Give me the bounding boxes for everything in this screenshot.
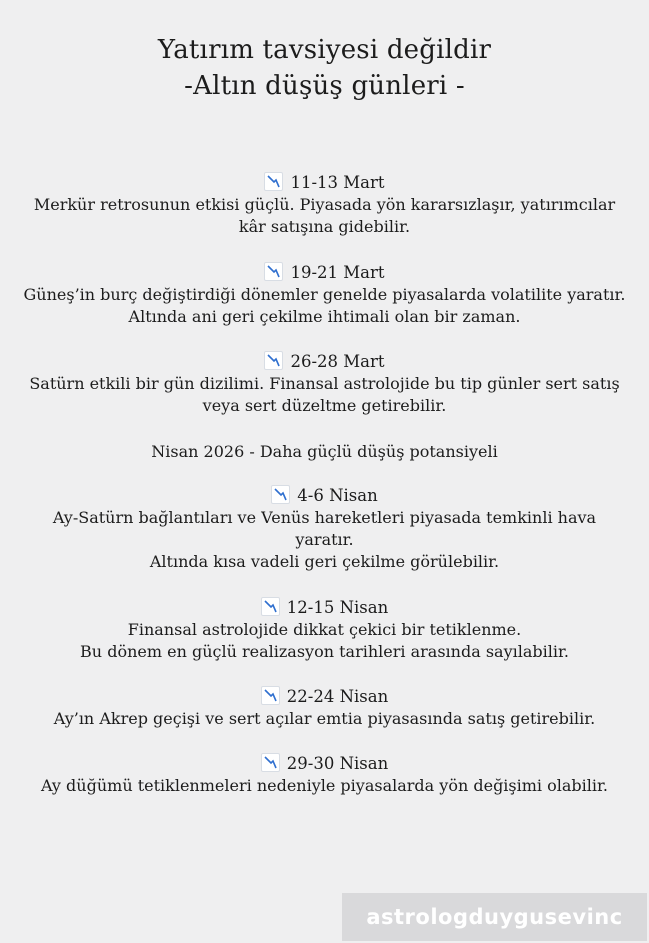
chart-decreasing-icon	[261, 597, 280, 616]
entry-1	[0, 172, 649, 238]
entry-text-line: Ay’ın Akrep geçişi ve sert açılar emtia piyasasında satış getirebilir.	[53, 709, 596, 728]
entry-text-line: Altında kısa vadeli geri çekilme görülebilir.	[149, 552, 500, 571]
entry-date-row	[0, 351, 649, 373]
entry-text-line: Satürn etkili bir gün dizilimi. Finansal astrolojide bu tip günler sert satış	[29, 374, 620, 393]
title-line-1: Yatırım tavsiyesi değildir	[157, 35, 492, 65]
entry-date-row	[0, 686, 649, 708]
entry-7	[0, 753, 649, 797]
entry-2	[0, 262, 649, 328]
entry-date: 26-28 Mart	[290, 352, 385, 371]
chart-decreasing-icon	[264, 262, 283, 281]
title-line-2: -Altın düşüş günleri -	[184, 71, 465, 101]
entry-text-line: Ay düğümü tetiklenmeleri nedeniyle piyasalarda yön değişimi olabilir.	[41, 776, 608, 795]
chart-decreasing-icon	[264, 172, 283, 191]
entry-date-row	[0, 172, 649, 194]
entry-text-line: Altında ani geri çekilme ihtimali olan bir zaman.	[128, 307, 521, 326]
entry-date-row	[0, 262, 649, 284]
entry-date: 4-6 Nisan	[297, 486, 378, 505]
entry-date: 11-13 Mart	[290, 173, 385, 192]
entry-date-row	[0, 753, 649, 775]
entry-date: 12-15 Nisan	[286, 598, 389, 617]
entry-text-line: veya sert düzeltme getirebilir.	[202, 396, 447, 415]
chart-decreasing-icon	[261, 753, 280, 772]
entry-text-line: Merkür retrosunun etkisi güçlü. Piyasada yön kararsızlaşır, yatırımcılar	[33, 195, 616, 214]
entry-text-line: yaratır.	[295, 530, 354, 549]
chart-decreasing-icon	[271, 485, 290, 504]
entry-text-line: kâr satışına gidebilir.	[238, 217, 411, 236]
entry-4	[0, 485, 649, 573]
entry-date: 22-24 Nisan	[286, 687, 389, 706]
entry-text-line: Ay-Satürn bağlantıları ve Venüs hareketleri piyasada temkinli hava	[52, 508, 597, 527]
entry-date-row	[0, 597, 649, 619]
entry-date: 19-21 Mart	[290, 263, 385, 282]
chart-decreasing-icon	[264, 351, 283, 370]
entry-6	[0, 686, 649, 730]
entry-5	[0, 597, 649, 663]
entry-text-line: Güneş’in burç değiştirdiği dönemler genelde piyasalarda volatilite yaratır.	[23, 285, 626, 304]
section-note: Nisan 2026 - Daha güçlü düşüş potansiyeli	[151, 442, 498, 461]
entry-3	[0, 351, 649, 417]
chart-decreasing-icon	[261, 686, 280, 705]
entry-date: 29-30 Nisan	[286, 754, 389, 773]
watermark-handle: astrologduygusevinc	[342, 893, 647, 941]
entry-text-line: Bu dönem en güçlü realizasyon tarihleri arasında sayılabilir.	[80, 642, 569, 661]
entry-date-row	[0, 485, 649, 507]
entry-text-line: Finansal astrolojide dikkat çekici bir tetiklenme.	[127, 620, 522, 639]
